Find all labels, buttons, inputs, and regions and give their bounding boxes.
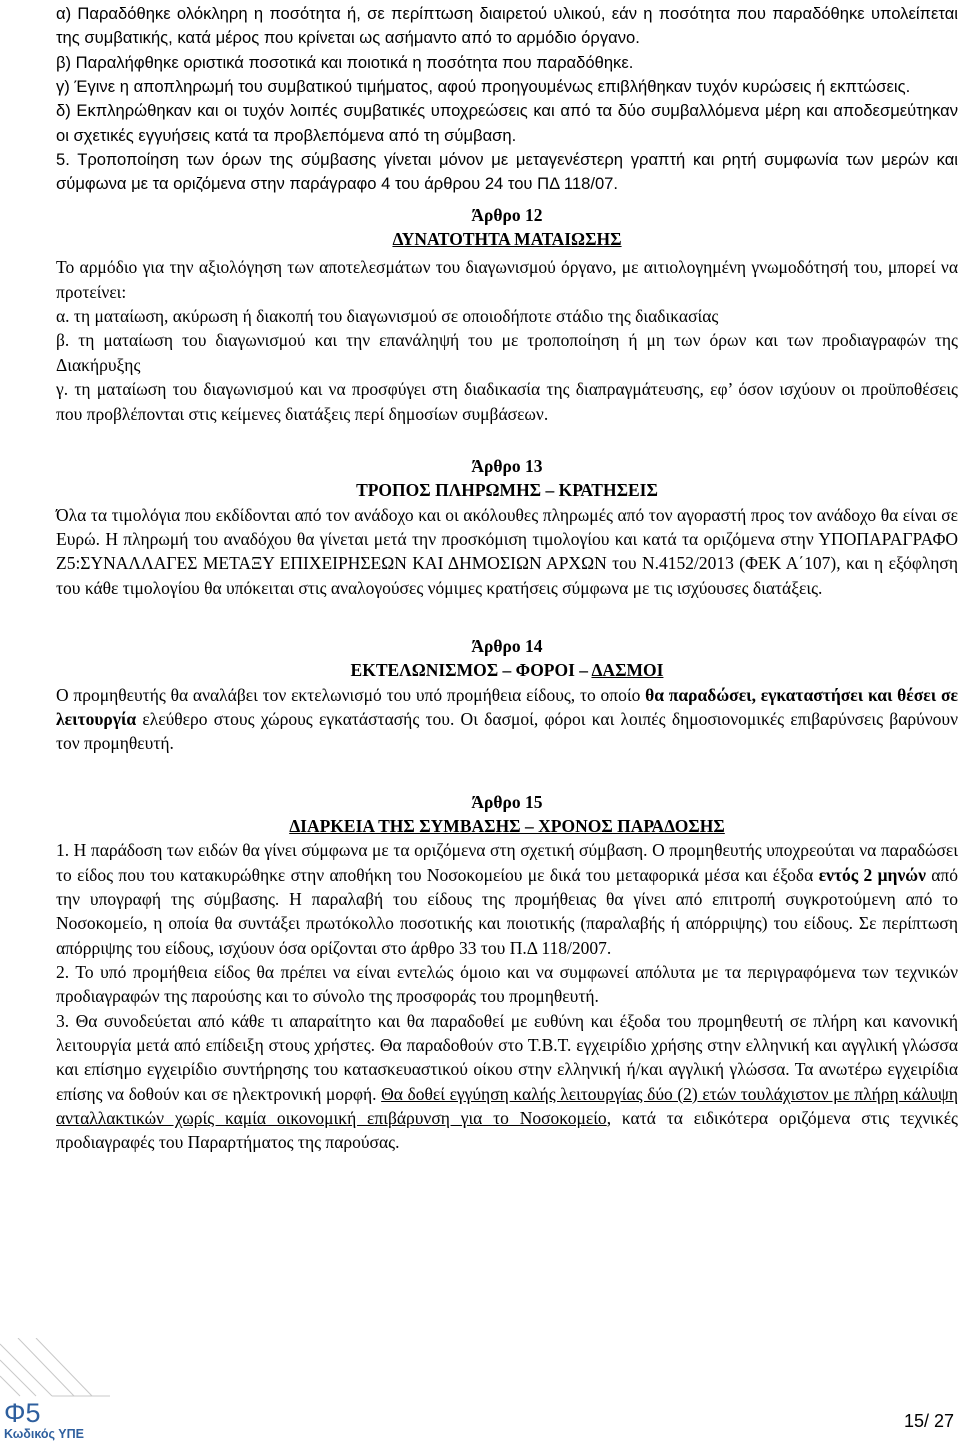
article-14-paragraph-bold: θα παραδώσει, εγκαταστήσει και θέσει σε λειτουργία: [56, 684, 958, 729]
article-14: [56, 634, 958, 756]
ype-logo: [0, 1338, 112, 1442]
article-15: [56, 790, 958, 1155]
article-15-title: ΔΙΑΡΚΕΙΑ ΤΗΣ ΣΥΜΒΑΣΗΣ – ΧΡΟΝΟΣ ΠΑΡΑΔΟΣΗΣ: [289, 815, 725, 836]
spacer: [56, 756, 958, 790]
article-13-title: ΤΡΟΠΟΣ ΠΛΗΡΩΜΗΣ – ΚΡΑΤΗΣΕΙΣ: [356, 480, 658, 501]
article-15-heading: Άρθρο 15: [471, 791, 543, 812]
article-14-paragraph-end: ελεύθερο στους χώρους εγκατάστασής του. Οι δασμοί, φόροι και λοιπές δημοσιονομικές επιβαρύνσεις βαρύνουν τον προμηθευτή.: [56, 708, 958, 754]
article-13: [56, 454, 958, 600]
article-12: [56, 203, 958, 426]
intro-item-c: γ) Έγινε η αποπληρωμή του συμβατικού τιμήματος, αφού προηγουμένως επιβλήθηκαν τυχόν κυρώσεις ή εκπτώσεις.: [56, 77, 911, 97]
article-15-paragraph-1-bold: εντός 2 μηνών: [818, 864, 926, 885]
article-15-paragraph-3-underline: Θα δοθεί εγγύηση καλής λειτουργίας δύο (2) ετών τουλάχιστον με πλήρη κάλυψη ανταλλακτικών χωρίς καμία οικονομική επιβάρυνση για το Νοσοκομείο: [56, 1083, 958, 1129]
document-page: [56, 0, 958, 1155]
intro-paragraph-5: 5. Τροποποίηση των όρων της σύμβασης γίνεται μόνον με μεταγενέστερη γραπτή και ρητή συμφωνία των μερών και σύμφωνα με τα οριζόμενα στην παράγραφο 4 του άρθρου 24 του ΠΔ 118/07.: [56, 150, 958, 194]
article-15-paragraph-3: [56, 1009, 958, 1155]
spacer: [56, 426, 958, 454]
article-12-item-b: β. τη ματαίωση του διαγωνισμού και την επανάληψή του με τροποποίηση ή μη των όρων και των προδιαγραφών της Διακήρυξης: [56, 330, 958, 375]
intro-item-d: δ) Εκπληρώθηκαν και οι τυχόν λοιπές συμβατικές υποχρεώσεις και από τα δύο συμβαλλόμενα μέρη και αποδεσμεύτηκαν οι σχετικές εγγυήσεις κατά τα προβλεπόμενα από τη σύμβαση.: [56, 101, 958, 145]
page-number: 15/ 27: [904, 1411, 955, 1431]
article-14-title-part1: ΕΚΤΕΛΩΝΙΣΜΟΣ – ΦΟΡΟΙ –: [350, 660, 592, 681]
logo-text: Φ5: [4, 1398, 41, 1428]
intro-item-a: α) Παραδόθηκε ολόκληρη η ποσότητα ή, σε περίπτωση διαιρετού υλικού, εάν η ποσότητα που παραδόθηκε υπολείπεται της συμβατικής, κατά μέρος που κρίνεται ως ασήμαντο από το αρμόδιο όργανο.: [56, 4, 958, 48]
article-12-item-c: γ. τη ματαίωση του διαγωνισμού και να προσφύγει στη διαδικασία της διαπραγμάτευσης, εφ’ όσον ισχύουν οι προϋποθέσεις που προβλέπονται στις κείμενες διατάξεις περί δημοσίων συμβάσεων.: [56, 379, 958, 424]
article-14-title-part2: ΔΑΣΜΟΙ: [591, 660, 664, 681]
article-14-title: [56, 658, 958, 682]
intro-section: [56, 2, 958, 197]
article-14-paragraph-start: Ο προμηθευτής θα αναλάβει τον εκτελωνισμό του υπό προμήθεια είδους, το οποίο: [56, 684, 646, 705]
article-12-item-a: α. τη ματαίωση, ακύρωση ή διακοπή του διαγωνισμού σε οποιοδήποτε στάδιο της διαδικασίας: [56, 306, 719, 327]
article-12-title: ΔΥΝΑΤΟΤΗΤΑ ΜΑΤΑΙΩΣΗΣ: [392, 229, 622, 250]
article-12-paragraph: Το αρμόδιο για την αξιολόγηση των αποτελεσμάτων του διαγωνισμού όργανο, με αιτιολογημένη γνωμοδότησή του, μπορεί να προτείνει:: [56, 257, 958, 302]
article-15-paragraph-3-start: 3. Θα συνοδεύεται από κάθε τι απαραίτητο και θα παραδοθεί με ευθύνη και έξοδα του προμηθευτή σε πλήρη και κανονική λειτουργία μετά από επίδειξη στους χρήστες. Θα παραδοθούν στο Τ.Β.Τ. εγχειρίδιο χρήσης στην ελληνική και αγγλική γλώσσα και επίσημο εγχειρίδιο συντήρησης του κατασκευαστικού οίκου στην ελληνική ή/και αγγλική γλώσσα. Τα ανωτέρω εγχειρίδια επίσης να δοθούν και σε ηλεκτρονική μορφή.: [56, 1010, 958, 1104]
article-14-heading: Άρθρο 14: [471, 635, 543, 656]
spacer: [56, 600, 958, 634]
article-15-paragraph-1: [56, 838, 958, 960]
article-13-heading: Άρθρο 13: [471, 455, 543, 476]
logo-caption: Κωδικός ΥΠΕ: [4, 1427, 84, 1441]
article-15-paragraph-3-end: , κατά τα ειδικότερα οριζόμενα στις τεχνικές προδιαγραφές του Παραρτήματος της παρούσας.: [56, 1108, 958, 1153]
article-15-paragraph-1-end: από την υπογραφή της σύμβασης. Η παραλαβή του είδους της προμήθειας θα γίνει από επιτροπή συγκροτούμενη από το Νοσοκομείο, η οποία θα συντάξει πρωτόκολλο ποσοτικής και ποιοτικής (παραλαβής ή απόρριψης) του είδους. Σε περίπτωση απόρριψης του είδους, ισχύουν όσα ορίζονται στο άρθρο 33 του Π.Δ 118/2007.: [56, 864, 958, 958]
article-14-paragraph: [56, 683, 958, 756]
article-12-heading: Άρθρο 12: [471, 204, 543, 225]
article-15-paragraph-1-start: 1. Η παράδοση των ειδών θα γίνει σύμφωνα με τα οριζόμενα στη σχετική σύμβαση. Ο προμηθευτής υποχρεούται να παραδώσει το είδος που του κατακυρώθηκε στην αποθήκη του Νοσοκομείου με δικά του μεταφορικά μέσα και έξοδα: [56, 840, 958, 885]
article-13-paragraph: Όλα τα τιμολόγια που εκδίδονται από τον ανάδοχο και οι ακόλουθες πληρωμές από τον αγοραστή προς τον ανάδοχο θα είναι σε Ευρώ. Η πληρωμή του αναδόχου θα γίνεται μετά την προσκόμιση τιμολογίου και κατά τα οριζόμενα στην ΥΠΟΠΑΡΑΓΡΑΦΟ Ζ5:ΣΥΝΑΛΛΑΓΕΣ ΜΕΤΑΞΥ ΕΠΙΧΕΙΡΗΣΕΩΝ ΚΑΙ ΔΗΜΟΣΙΩΝ ΑΡΧΩΝ του Ν.4152/2013 (ΦΕΚ Α΄107), και η εξόφληση του κάθε τιμολογίου θα υπόκειται στις αναλογούσες νόμιμες κρατήσεις σύμφωνα με τις ισχύουσες διατάξεις.: [56, 504, 958, 598]
article-15-paragraph-2: 2. Το υπό προμήθεια είδος θα πρέπει να είναι εντελώς όμοιο και να συμφωνεί απόλυτα με τα περιγραφόμενα των τεχνικών προδιαγραφών της παρούσης και το σύνολο της προσφοράς του προμηθευτή.: [56, 962, 958, 1007]
intro-item-b: β) Παραλήφθηκε οριστικά ποσοτικά και ποιοτικά η ποσότητα που παραδόθηκε.: [56, 52, 634, 72]
